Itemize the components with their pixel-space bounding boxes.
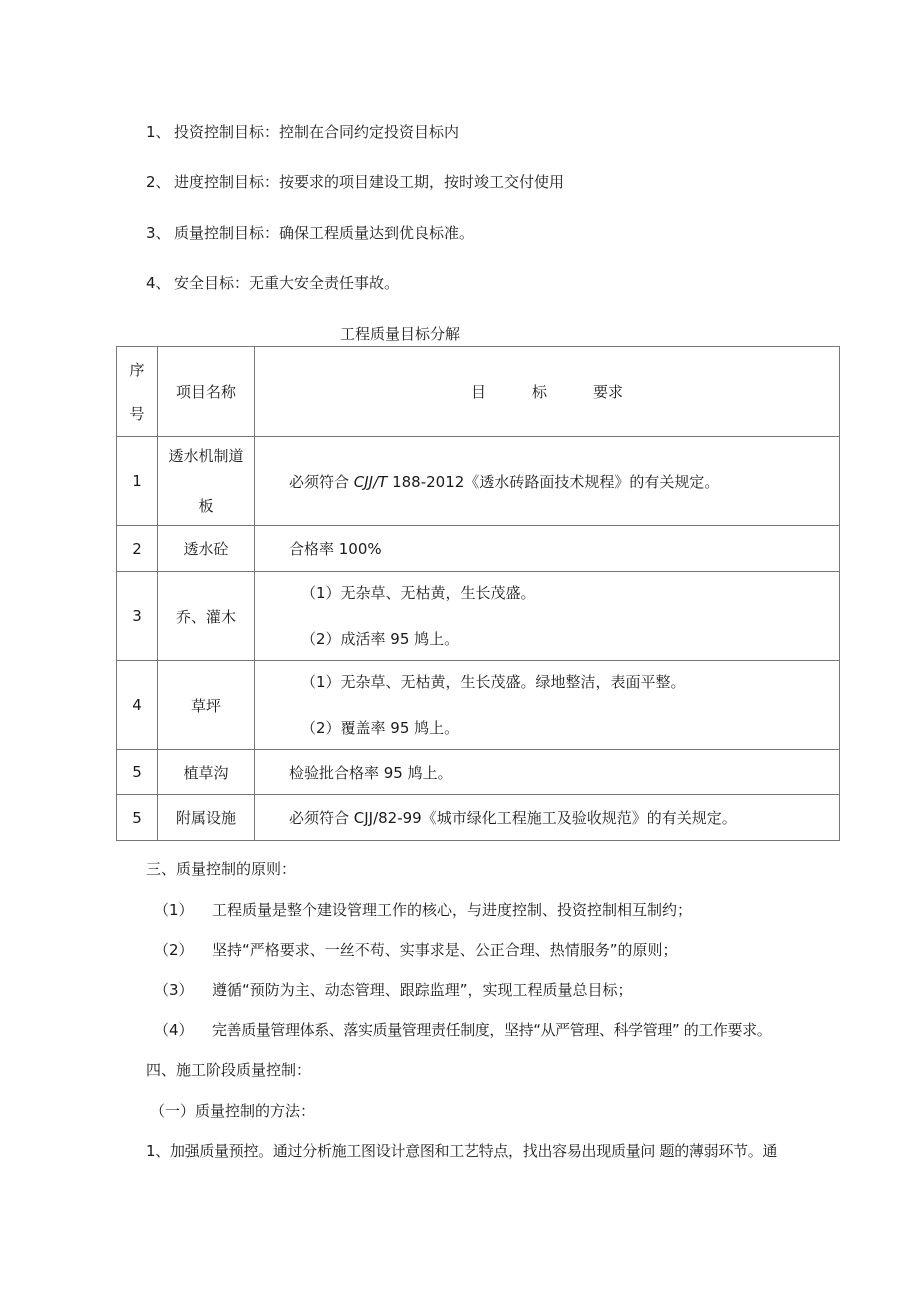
goal-item: [146, 122, 459, 142]
row-name: [158, 437, 255, 526]
table-row: [117, 526, 840, 572]
row-requirement: 检验批合格率 95 鸠上。: [255, 750, 840, 795]
table-row: [117, 661, 840, 750]
goal-text: 投资控制目标：控制在合同约定投资目标内: [174, 123, 460, 141]
row-name: 植草沟: [158, 750, 255, 795]
principle-text: 工程质量是整个建设管理工作的核心，与进度控制、投资控制相互制约；: [212, 901, 693, 919]
principle-text: 完善质量管理体系、落实质量管理责任制度，坚持“从严管理、科学管理” 的工作要求。: [212, 1021, 772, 1039]
row-requirement: [255, 437, 840, 526]
req-line-2: （2）覆盖率 95 鸠上。: [301, 719, 460, 737]
row-name: 透水砼: [158, 526, 255, 572]
row-no: 4: [117, 661, 158, 750]
row-requirement: 必须符合 CJJ/82-99《城市绿化工程施工及验收规范》的有关规定。: [255, 795, 840, 841]
quality-target-table: [116, 346, 840, 841]
req-suffix: 188-2012《透水砖路面技术规程》的有关规定。: [387, 472, 720, 491]
goal-number: 2、: [146, 173, 171, 191]
principle-text: 坚持“严格要求、一丝不苟、实事求是、公正合理、热情服务”的原则；: [212, 941, 678, 959]
principle-item: [154, 940, 678, 960]
header-cell-requirement: [255, 347, 840, 437]
row-name: 乔、灌木: [158, 572, 255, 661]
row-no: 1: [117, 437, 158, 526]
row-name-line1: 透水机制道: [168, 447, 244, 465]
row-no: 3: [117, 572, 158, 661]
goal-text: 安全目标：无重大安全责任事故。: [174, 274, 400, 292]
header-req-part-b: 标: [531, 383, 547, 401]
principle-item: [154, 900, 692, 920]
goal-number: 3、: [146, 224, 171, 242]
row-requirement: 合格率 100%: [255, 526, 840, 572]
principle-item: [154, 980, 633, 1000]
section-heading: 四、施工阶段质量控制：: [146, 1061, 312, 1079]
row-requirement: [255, 661, 840, 750]
goal-item: [146, 223, 474, 243]
header-no-line1: 序: [129, 360, 145, 379]
table-row: [117, 750, 840, 795]
paragraph: 1、加强质量预控。通过分析施工图设计意图和工艺特点，找出容易出现质量问 题的薄弱环节。通: [146, 1142, 778, 1160]
req-line-1: （1）无杂草、无枯黄，生长茂盛。: [301, 584, 536, 602]
goal-text: 进度控制目标：按要求的项目建设工期，按时竣工交付使用: [174, 173, 565, 191]
goal-number: 4、: [146, 274, 171, 292]
goal-item: [146, 273, 399, 293]
req-standard-code: CJJ/T: [353, 472, 388, 491]
row-no: 5: [117, 750, 158, 795]
header-no-line2: 号: [129, 404, 145, 423]
header-cell-name: 项目名称: [158, 347, 255, 437]
table-row: [117, 795, 840, 841]
principle-number: （3）: [154, 981, 194, 999]
principle-number: （2）: [154, 941, 194, 959]
subsection-heading: （一）质量控制的方法：: [150, 1102, 316, 1120]
row-no: 2: [117, 526, 158, 572]
req-line-2: （2）成活率 95 鸠上。: [301, 630, 460, 648]
principle-number: （1）: [154, 901, 194, 919]
table-caption: 工程质量目标分解: [339, 325, 460, 343]
row-name-line2: 板: [198, 497, 214, 515]
row-no: 5: [117, 795, 158, 841]
header-req-part-a: 目: [470, 383, 486, 401]
section-heading: 三、质量控制的原则：: [146, 860, 297, 878]
goal-number: 1、: [146, 123, 171, 141]
req-line-1: （1）无杂草、无枯黄，生长茂盛。绿地整洁，表面平整。: [301, 673, 686, 691]
table-header-row: [117, 347, 840, 437]
goal-text: 质量控制目标：确保工程质量达到优良标准。: [174, 224, 475, 242]
table-row: [117, 572, 840, 661]
principle-text: 遵循“预防为主、动态管理、跟踪监理”，实现工程质量总目标；: [212, 981, 633, 999]
row-requirement: [255, 572, 840, 661]
header-cell-no: [117, 347, 158, 437]
req-prefix: 必须符合: [289, 472, 354, 491]
row-name: 附属设施: [158, 795, 255, 841]
principle-item: [154, 1020, 771, 1040]
principle-number: （4）: [154, 1021, 194, 1039]
table-row: [117, 437, 840, 526]
header-req-part-c: 要求: [593, 383, 624, 401]
row-name: 草坪: [158, 661, 255, 750]
goal-item: [146, 172, 564, 192]
